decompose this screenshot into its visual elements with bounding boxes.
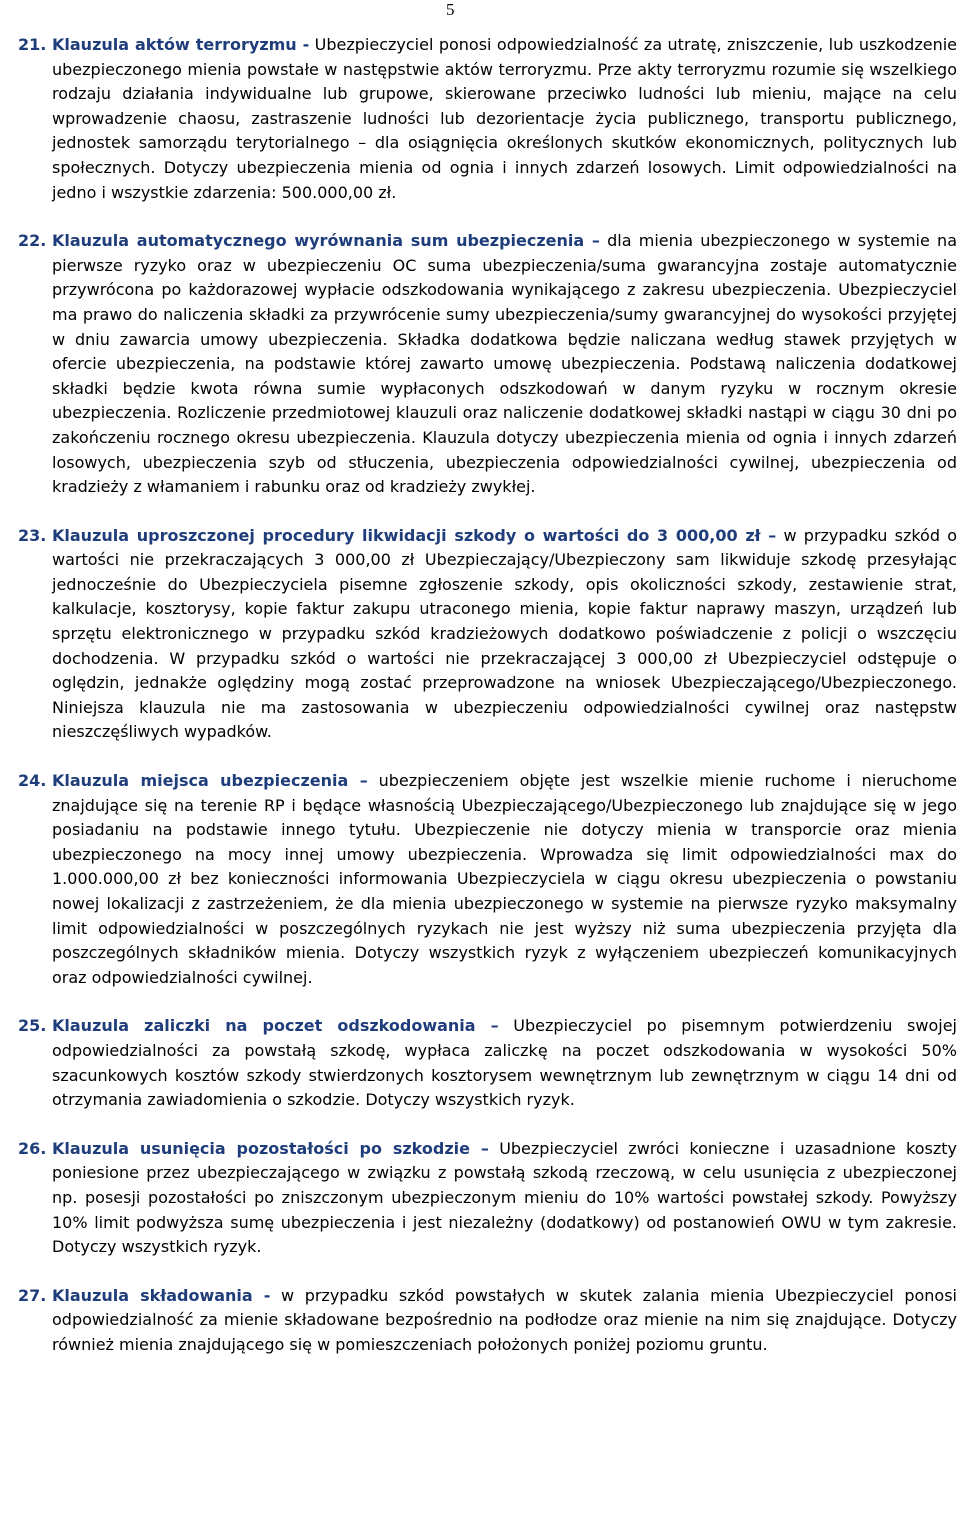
clause-24 (18, 769, 957, 990)
clause-title: Klauzula uproszczonej procedury likwidacji szkody o wartości do 3 000,00 zł – (52, 525, 777, 545)
clause-body: dla mienia ubezpieczonego w systemie na pierwsze ryzyko oraz w ubezpieczeniu OC suma ubezpieczenia/suma gwarancyjna zostaje automatycznie przywrócona po każdorazowej wypłacie odszkodowania wynikającego z zakresu ubezpieczenia. Ubezpieczyciel ma prawo do naliczenia składki za przywrócenie sumy ubezpieczenia/sumy gwarancyjnej do wysokości przyjętej w dniu zawarcia umowy ubezpieczenia. Składka dodatkowa będzie naliczana według stawek przyjętych w ofercie ubezpieczenia, na podstawie której zawarto umowę ubezpieczenia. Podstawą naliczenia dodatkowej składki będzie kwota równa sumie wypłaconych odszkodowań w danym ryzyku w rocznym okresie ubezpieczenia. Rozliczenie przedmiotowej klauzuli oraz naliczenie dodatkowej składki nastąpi w ciągu 30 dni po zakończeniu rocznego okresu ubezpieczenia. Klauzula dotyczy ubezpieczenia mienia od ognia i innych zdarzeń losowych, ubezpieczenia szyb od stłuczenia, ubezpieczenia odpowiedzialności cywilnej, ubezpieczenia od kradzieży z włamaniem i rabunku oraz od kradzieży zwykłej. (52, 231, 957, 497)
clause-26 (18, 1137, 957, 1260)
clause-number: 26. (18, 1138, 47, 1158)
clause-title: Klauzula zaliczki na poczet odszkodowania – (52, 1016, 499, 1036)
clause-body: w przypadku szkód o wartości nie przekraczających 3 000,00 zł Ubezpieczający/Ubezpieczony sam likwiduje szkodę przesyłając jednocześnie do Ubezpieczyciela pisemne zgłoszenie szkody, opis okoliczności szkody, zestawienie strat, kalkulacje, kosztorysy, kopie faktur zakupu utraconego mienia, kopie faktur naprawy maszyn, urządzeń lub sprzętu elektronicznego w przypadku szkód kradzieżowych dodatkowo poświadczenie z policji o wszczęciu dochodzenia. W przypadku szkód o wartości nie przekraczającej 3 000,00 zł Ubezpieczyciel odstępuje o oględzin, jednakże oględziny mogą zostać przeprowadzone na wniosek Ubezpieczającego/Ubezpieczonego. Niniejsza klauzula nie ma zastosowania w ubezpieczeniu odpowiedzialności cywilnej oraz następstw nieszczęśliwych wypadków. (52, 525, 958, 742)
clause-body: Ubezpieczyciel po pisemnym potwierdzeniu swojej odpowiedzialności za powstałą szkodę, wypłaca zaliczkę na poczet odszkodowania w wysokości 50% szacunkowych kosztów szkody stwierdzonych kosztorysem wewnętrznym lub zewnętrznym w ciągu 14 dni od otrzymania zawiadomienia o szkodzie. Dotyczy wszystkich ryzyk. (52, 1016, 958, 1110)
clause-number: 25. (18, 1016, 47, 1036)
clause-title: Klauzula automatycznego wyrównania sum ubezpieczenia – (52, 231, 600, 251)
clause-title: Klauzula usunięcia pozostałości po szkodzie – (52, 1138, 489, 1158)
clause-title: Klauzula aktów terroryzmu - (52, 35, 310, 54)
clause-22 (18, 229, 957, 500)
clause-body: Ubezpieczyciel zwróci konieczne i uzasadnione koszty poniesione przez ubezpieczającego w związku z powstałą szkodą rzeczową, w celu usunięcia z ubezpieczonej np. posesji pozostałości po zniszczonym ubezpieczonym mieniu do 10% wartości powstałej szkody. Powyższy 10% limit podwyższa sumę ubezpieczenia i jest niezależny (dodatkowy) od postanowień OWU w tym zakresie. Dotyczy wszystkich ryzyk. (52, 1138, 957, 1257)
clause-body: ubezpieczeniem objęte jest wszelkie mienie ruchome i nieruchome znajdujące się na terenie RP i będące własnością Ubezpieczającego/Ubezpieczonego lub znajdujące się w jego posiadaniu na podstawie innego tytułu. Ubezpieczenie nie dotyczy mienia w transporcie oraz mienia ubezpieczonego na mocy innej umowy ubezpieczenia. Wprowadza się limit odpowiedzialności max do 1.000.000,00 zł bez konieczności informowania Ubezpieczyciela w ciągu okresu ubezpieczenia o powstaniu nowej lokalizacji z zastrzeżeniem, że dla mienia ubezpieczonego w systemie na pierwsze ryzyko maksymalny limit odpowiedzialności w poszczególnych ryzykach nie jest wyższy niż suma ubezpieczenia przyjęta dla poszczególnych składników mienia. Dotyczy wszystkich ryzyk z wyłączeniem ubezpieczeń komunikacyjnych oraz odpowiedzialności cywilnej. (52, 771, 957, 987)
page-number: 5 (446, 0, 455, 19)
clause-21 (18, 33, 957, 205)
clause-number: 24. (18, 771, 47, 791)
clause-27 (18, 1284, 957, 1358)
clause-25 (18, 1014, 957, 1112)
clause-body: w przypadku szkód powstałych w skutek zalania mienia Ubezpieczyciel ponosi odpowiedzialność za mienie składowane bezpośrednio na podłodze oraz mienie na nim się znajdujące. Dotyczy również mienia znajdującego się w pomieszczeniach położonych poniżej poziomu gruntu. (52, 1285, 957, 1354)
clause-23 (18, 524, 957, 745)
clause-title: Klauzula składowania - (52, 1285, 271, 1305)
clause-number: 27. (18, 1285, 47, 1305)
clause-number: 23. (18, 525, 47, 545)
clause-number: 22. (18, 231, 47, 251)
clause-number: 21. (18, 35, 47, 54)
clause-title: Klauzula miejsca ubezpieczenia – (52, 771, 368, 791)
clause-body: Ubezpieczyciel ponosi odpowiedzialność za utratę, zniszczenie, lub uszkodzenie ubezpieczonego mienia powstałe w następstwie aktów terroryzmu. Prze akty terroryzmu rozumie się wszelkiego rodzaju działania indywidualne lub grupowe, skierowane przeciwko ludności lub mieniu, mające na celu wprowadzenie chaosu, zastraszenie ludności lub dezorientacje życia publicznego, transportu publicznego, jednostek samorządu terytorialnego – dla osiągnięcia określonych skutków ekonomicznych, politycznych lub społecznych. Dotyczy ubezpieczenia mienia od ognia i innych zdarzeń losowych. Limit odpowiedzialności na jedno i wszystkie zdarzenia: 500.000,00 zł. (52, 35, 958, 202)
